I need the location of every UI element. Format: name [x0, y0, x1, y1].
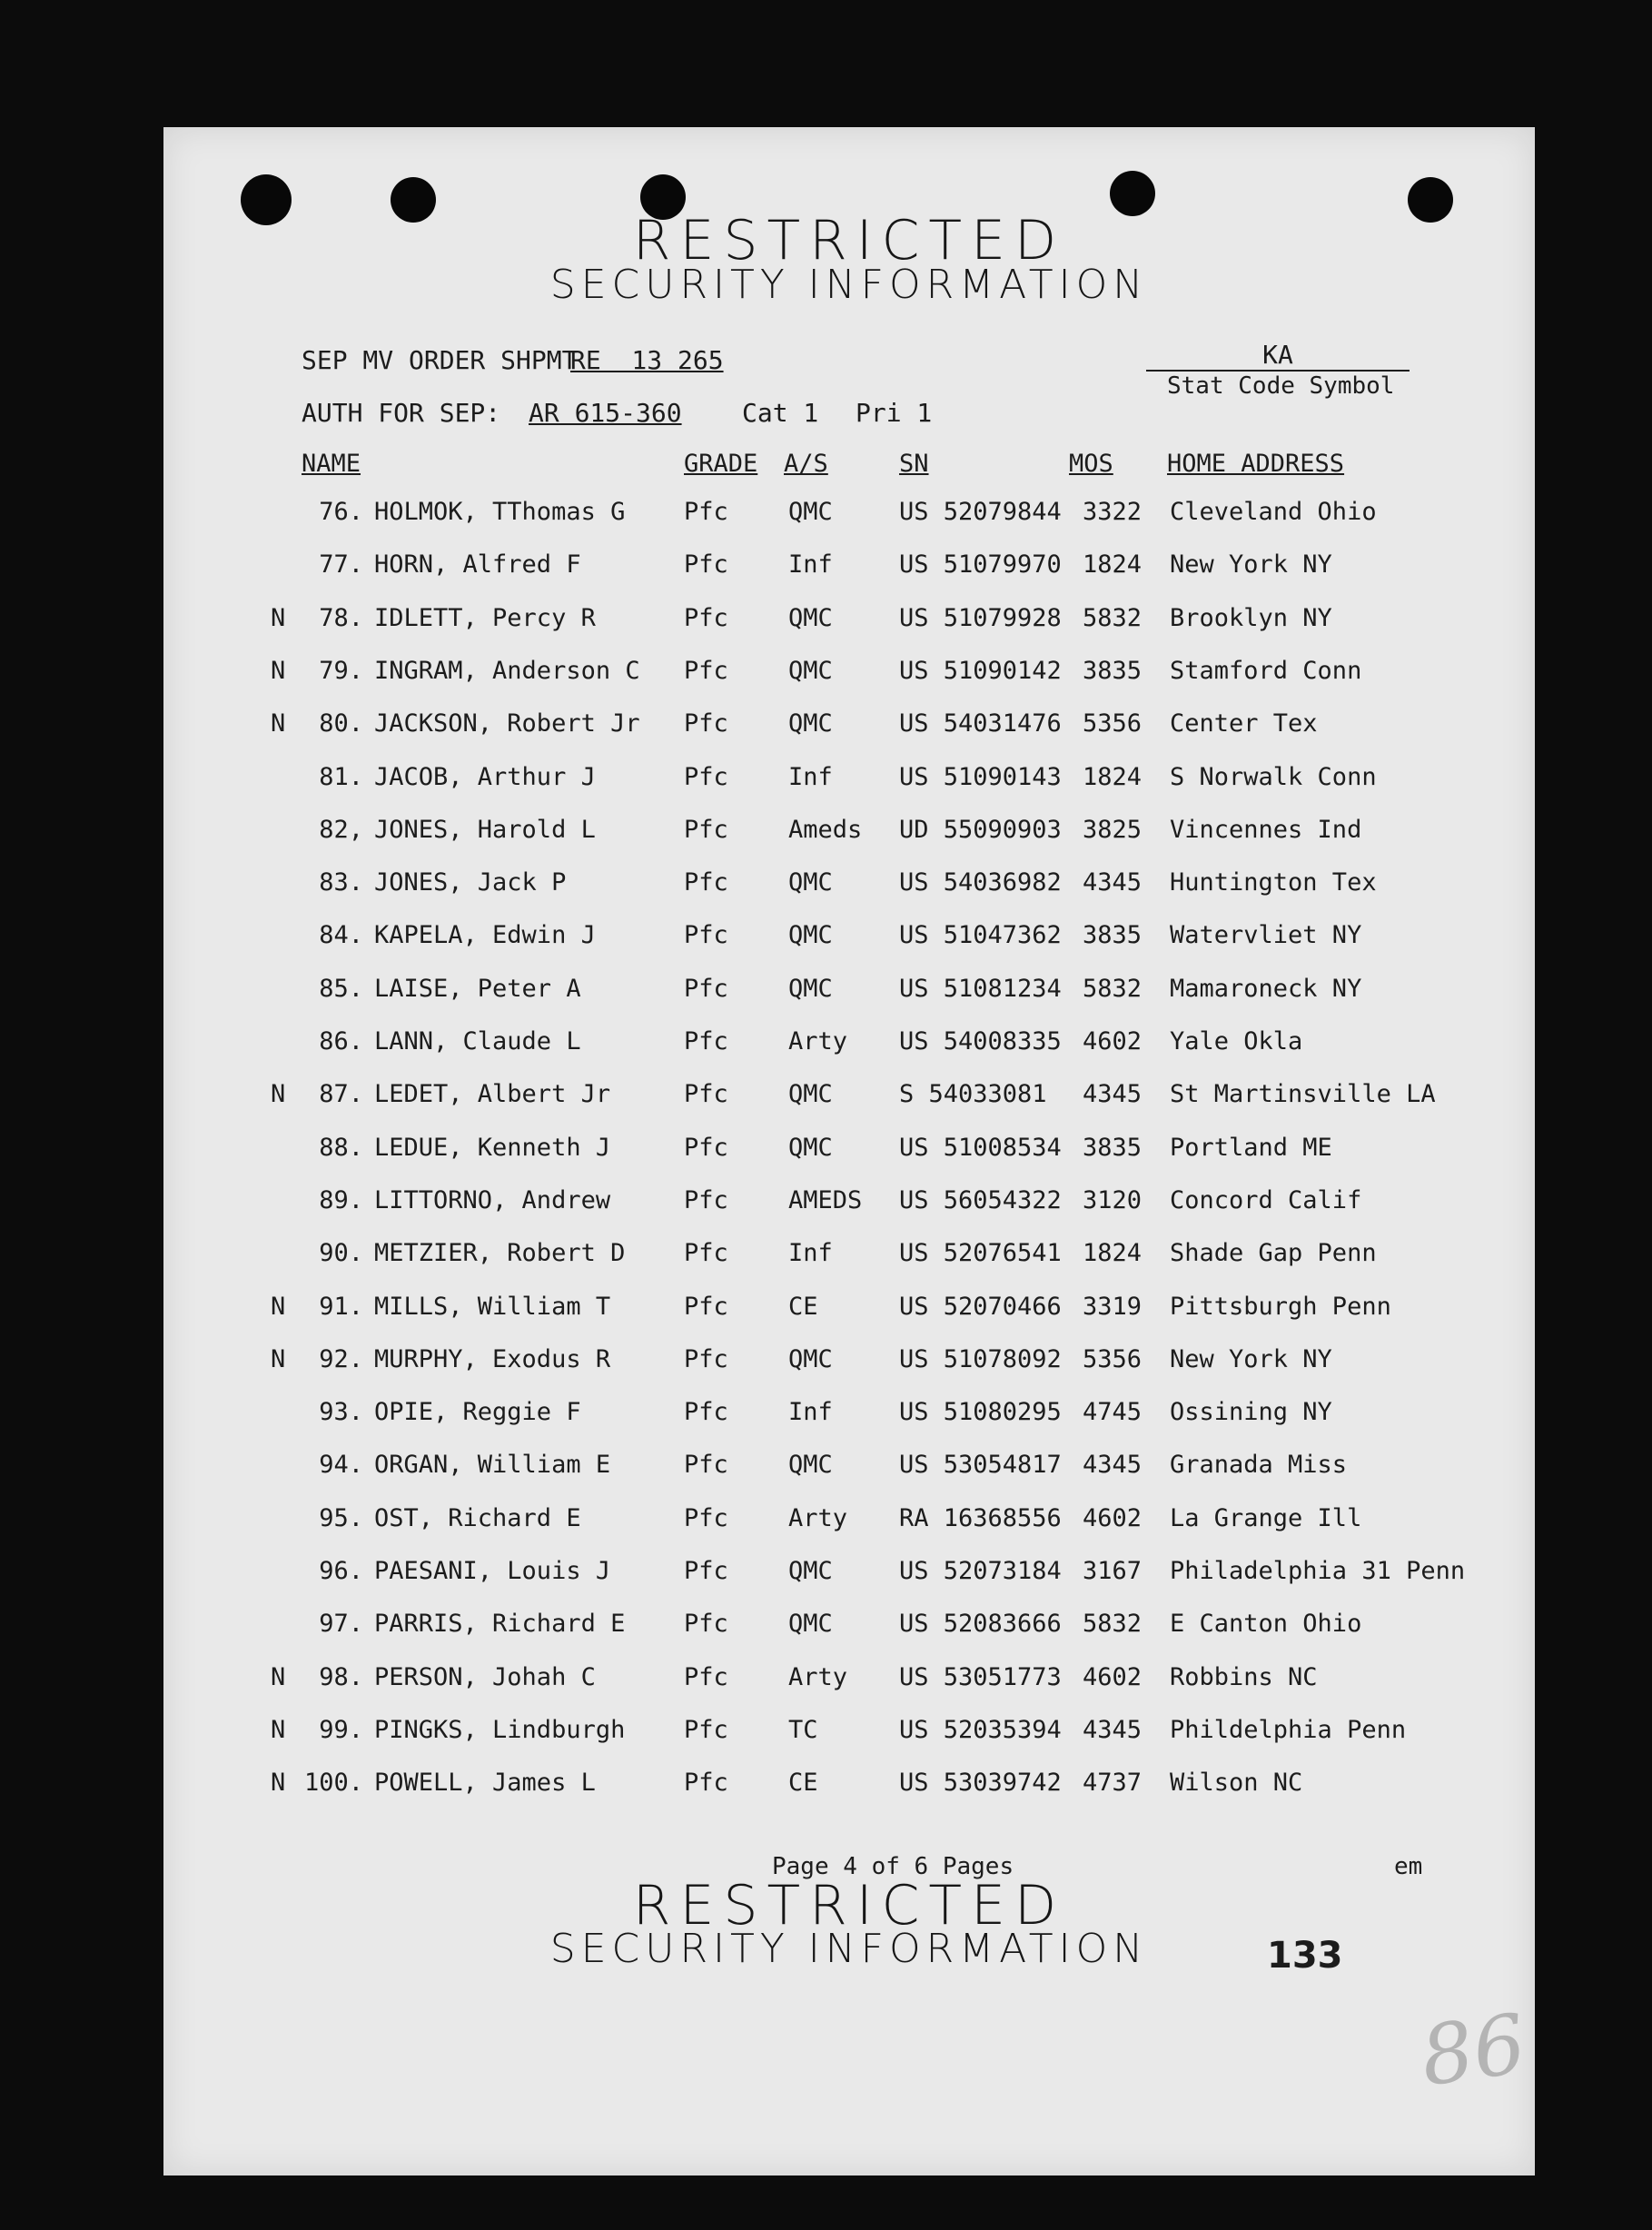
table-row — [163, 709, 1535, 746]
table-row — [163, 1239, 1535, 1275]
cell-grade: Pfc — [684, 656, 728, 685]
handwritten-page-number: 86 — [1415, 1996, 1532, 2106]
cell-num: 80. — [319, 709, 363, 738]
cell-grade: Pfc — [684, 1027, 728, 1056]
cell-grade: Pfc — [684, 1133, 728, 1162]
cell-as: Inf — [788, 762, 833, 791]
cell-num: 93. — [319, 1398, 363, 1427]
cell-grade: Pfc — [684, 1344, 728, 1373]
cell-as: TC — [788, 1715, 818, 1744]
cell-as: Inf — [788, 550, 833, 580]
cell-mos: 3120 — [1083, 1185, 1143, 1214]
table-row — [163, 1663, 1535, 1700]
table-row — [163, 1134, 1535, 1170]
cell-sn: RA 16368556 — [899, 1503, 1062, 1532]
table-row — [163, 1027, 1535, 1064]
cell-flag: N — [271, 1344, 286, 1373]
order-line-label: SEP MV ORDER SHPMT — [302, 345, 578, 375]
cell-home: Mamaroneck NY — [1170, 974, 1362, 1003]
cell-flag: N — [271, 1769, 286, 1798]
cell-name: MURPHY, Exodus R — [374, 1344, 611, 1373]
cell-home: La Grange Ill — [1170, 1503, 1362, 1532]
cell-num: 78. — [319, 603, 363, 632]
cell-name: OST, Richard E — [374, 1503, 581, 1532]
cell-grade: Pfc — [684, 1185, 728, 1214]
cell-home: Huntington Tex — [1170, 868, 1377, 897]
cell-name: PARRIS, Richard E — [374, 1610, 626, 1639]
cell-num: 89. — [319, 1185, 363, 1214]
cell-num: 91. — [319, 1292, 363, 1321]
cell-sn: S 54033081 — [899, 1080, 1047, 1109]
cell-name: LEDET, Albert Jr — [374, 1080, 611, 1109]
cell-grade: Pfc — [684, 921, 728, 950]
cell-mos: 4745 — [1083, 1398, 1143, 1427]
cell-home: E Canton Ohio — [1170, 1610, 1362, 1639]
cell-grade: Pfc — [684, 1080, 728, 1109]
cell-as: CE — [788, 1292, 818, 1321]
cell-as: QMC — [788, 656, 833, 685]
cell-name: IDLETT, Percy R — [374, 603, 596, 632]
cell-name: JACOB, Arthur J — [374, 762, 596, 791]
table-row — [163, 868, 1535, 905]
cell-mos: 3319 — [1083, 1292, 1143, 1321]
cell-name: PERSON, Johah C — [374, 1662, 596, 1691]
cell-mos: 5832 — [1083, 603, 1143, 632]
cell-home: Concord Calif — [1170, 1185, 1362, 1214]
cell-home: Phildelphia Penn — [1170, 1715, 1407, 1744]
cell-home: New York NY — [1170, 1344, 1332, 1373]
cell-home: Portland ME — [1170, 1133, 1332, 1162]
cell-as: QMC — [788, 1344, 833, 1373]
auth-label: AUTH FOR SEP: — [302, 398, 501, 428]
cell-grade: Pfc — [684, 1503, 728, 1532]
cell-sn: US 51080295 — [899, 1398, 1062, 1427]
cell-as: QMC — [788, 974, 833, 1003]
cell-grade: Pfc — [684, 498, 728, 526]
cell-as: Inf — [788, 1239, 833, 1268]
cell-home: Stamford Conn — [1170, 656, 1362, 685]
cell-sn: US 51079928 — [899, 603, 1062, 632]
cell-mos: 1824 — [1083, 1239, 1143, 1268]
cell-flag: N — [271, 709, 286, 738]
cell-sn: US 51090143 — [899, 762, 1062, 791]
col-header-as: A/S — [784, 450, 828, 478]
cell-home: Robbins NC — [1170, 1662, 1318, 1691]
cell-mos: 5356 — [1083, 709, 1143, 738]
cell-grade: Pfc — [684, 1715, 728, 1744]
cell-as: QMC — [788, 1080, 833, 1109]
cell-mos: 3167 — [1083, 1557, 1143, 1585]
order-line-value: RE 13 265 — [570, 345, 724, 375]
cell-name: PAESANI, Louis J — [374, 1557, 611, 1585]
cell-flag: N — [271, 1080, 286, 1109]
table-row — [163, 1769, 1535, 1805]
cell-sn: US 52073184 — [899, 1557, 1062, 1585]
cell-num: 94. — [319, 1451, 363, 1480]
restricted-stamp-bottom: RESTRICTED — [632, 1874, 1066, 1938]
cell-mos: 3835 — [1083, 921, 1143, 950]
cell-home: Center Tex — [1170, 709, 1318, 738]
cell-num: 84. — [319, 921, 363, 950]
cell-sn: US 51008534 — [899, 1133, 1062, 1162]
cell-name: POWELL, James L — [374, 1769, 596, 1798]
cell-grade: Pfc — [684, 1292, 728, 1321]
table-row — [163, 1186, 1535, 1223]
stat-code-label: Stat Code Symbol — [1167, 372, 1395, 400]
cell-as: QMC — [788, 1610, 833, 1639]
cell-sn: US 54036982 — [899, 868, 1062, 897]
cell-sn: US 51090142 — [899, 656, 1062, 685]
security-information-stamp-top: SECURITY INFORMATION — [549, 262, 1149, 308]
cell-num: 100. — [303, 1769, 363, 1798]
cell-sn: US 52083666 — [899, 1610, 1062, 1639]
cell-num: 81. — [319, 762, 363, 791]
cell-home: Vincennes Ind — [1170, 815, 1362, 844]
cell-num: 92. — [319, 1344, 363, 1373]
cell-as: QMC — [788, 1133, 833, 1162]
cell-grade: Pfc — [684, 1662, 728, 1691]
cell-num: 96. — [319, 1557, 363, 1585]
cell-mos: 3835 — [1083, 656, 1143, 685]
cell-sn: US 52076541 — [899, 1239, 1062, 1268]
cell-as: QMC — [788, 868, 833, 897]
cell-name: LANN, Claude L — [374, 1027, 581, 1056]
cell-as: Arty — [788, 1503, 848, 1532]
table-row — [163, 1610, 1535, 1646]
cell-mos: 4602 — [1083, 1503, 1143, 1532]
cell-grade: Pfc — [684, 1451, 728, 1480]
cell-grade: Pfc — [684, 603, 728, 632]
cell-mos: 3825 — [1083, 815, 1143, 844]
category: Cat 1 — [742, 398, 819, 428]
cell-flag: N — [271, 1292, 286, 1321]
table-row — [163, 975, 1535, 1011]
cell-sn: UD 55090903 — [899, 815, 1062, 844]
cell-mos: 5832 — [1083, 1610, 1143, 1639]
cell-sn: US 56054322 — [899, 1185, 1062, 1214]
table-row — [163, 604, 1535, 640]
page-indicator: Page 4 of 6 Pages — [772, 1853, 1014, 1880]
cell-flag: N — [271, 1662, 286, 1691]
cell-sn: US 52079844 — [899, 498, 1062, 526]
cell-name: ORGAN, William E — [374, 1451, 611, 1480]
cell-grade: Pfc — [684, 1239, 728, 1268]
cell-grade: Pfc — [684, 709, 728, 738]
cell-sn: US 51079970 — [899, 550, 1062, 580]
cell-name: MILLS, William T — [374, 1292, 611, 1321]
table-row — [163, 1451, 1535, 1487]
cell-name: KAPELA, Edwin J — [374, 921, 596, 950]
table-row — [163, 1080, 1535, 1116]
cell-home: Brooklyn NY — [1170, 603, 1332, 632]
cell-name: METZIER, Robert D — [374, 1239, 626, 1268]
cell-flag: N — [271, 1715, 286, 1744]
cell-as: QMC — [788, 921, 833, 950]
cell-sn: US 52070466 — [899, 1292, 1062, 1321]
table-row — [163, 657, 1535, 693]
cell-as: QMC — [788, 1557, 833, 1585]
cell-flag: N — [271, 603, 286, 632]
cell-num: 79. — [319, 656, 363, 685]
cell-sn: US 51078092 — [899, 1344, 1062, 1373]
cell-as: Arty — [788, 1027, 848, 1056]
cell-sn: US 53039742 — [899, 1769, 1062, 1798]
cell-home: Yale Okla — [1170, 1027, 1303, 1056]
document-page — [163, 127, 1535, 2175]
cell-as: QMC — [788, 603, 833, 632]
cell-flag: N — [271, 656, 286, 685]
cell-as: QMC — [788, 1451, 833, 1480]
cell-sn: US 54031476 — [899, 709, 1062, 738]
typist-initials: em — [1394, 1853, 1423, 1880]
cell-sn: US 51081234 — [899, 974, 1062, 1003]
cell-home: Ossining NY — [1170, 1398, 1332, 1427]
cell-sn: US 51047362 — [899, 921, 1062, 950]
cell-num: 83. — [319, 868, 363, 897]
cell-home: St Martinsville LA — [1170, 1080, 1436, 1109]
cell-num: 82, — [319, 815, 363, 844]
col-header-mos: MOS — [1069, 450, 1113, 478]
table-row — [163, 816, 1535, 852]
punch-hole — [1110, 171, 1155, 216]
cell-sn: US 52035394 — [899, 1715, 1062, 1744]
cell-grade: Pfc — [684, 762, 728, 791]
table-row — [163, 1557, 1535, 1593]
cell-as: CE — [788, 1769, 818, 1798]
cell-sn: US 53051773 — [899, 1662, 1062, 1691]
cell-name: INGRAM, Anderson C — [374, 656, 640, 685]
cell-num: 77. — [319, 550, 363, 580]
cell-name: LITTORNO, Andrew — [374, 1185, 611, 1214]
cell-num: 87. — [319, 1080, 363, 1109]
stat-code-value: KA — [1146, 341, 1410, 372]
table-row — [163, 1504, 1535, 1541]
cell-as: Inf — [788, 1398, 833, 1427]
cell-mos: 4602 — [1083, 1662, 1143, 1691]
cell-as: AMEDS — [788, 1185, 863, 1214]
table-row — [163, 1293, 1535, 1329]
col-header-grade: GRADE — [684, 450, 758, 478]
cell-name: LAISE, Peter A — [374, 974, 581, 1003]
cell-home: Wilson NC — [1170, 1769, 1303, 1798]
cell-mos: 4345 — [1083, 1080, 1143, 1109]
table-row — [163, 1716, 1535, 1752]
cell-home: Cleveland Ohio — [1170, 498, 1377, 526]
cell-grade: Pfc — [684, 974, 728, 1003]
cell-name: OPIE, Reggie F — [374, 1398, 581, 1427]
cell-num: 98. — [319, 1662, 363, 1691]
cell-home: New York NY — [1170, 550, 1332, 580]
table-row — [163, 1398, 1535, 1434]
cell-mos: 4602 — [1083, 1027, 1143, 1056]
cell-name: PINGKS, Lindburgh — [374, 1715, 626, 1744]
cell-as: Arty — [788, 1662, 848, 1691]
cell-grade: Pfc — [684, 1557, 728, 1585]
cell-num: 86. — [319, 1027, 363, 1056]
table-row — [163, 763, 1535, 799]
table-row — [163, 921, 1535, 957]
cell-mos: 4737 — [1083, 1769, 1143, 1798]
table-row — [163, 498, 1535, 534]
cell-home: Pittsburgh Penn — [1170, 1292, 1391, 1321]
cell-name: LEDUE, Kenneth J — [374, 1133, 611, 1162]
cell-name: JACKSON, Robert Jr — [374, 709, 640, 738]
cell-mos: 4345 — [1083, 1451, 1143, 1480]
priority: Pri 1 — [856, 398, 933, 428]
cell-mos: 1824 — [1083, 762, 1143, 791]
cell-as: Ameds — [788, 815, 863, 844]
cell-mos: 4345 — [1083, 1715, 1143, 1744]
cell-mos: 5356 — [1083, 1344, 1143, 1373]
cell-num: 99. — [319, 1715, 363, 1744]
cell-as: QMC — [788, 498, 833, 526]
cell-sn: US 54008335 — [899, 1027, 1062, 1056]
table-row — [163, 1345, 1535, 1382]
table-row — [163, 550, 1535, 587]
cell-mos: 1824 — [1083, 550, 1143, 580]
cell-num: 90. — [319, 1239, 363, 1268]
restricted-stamp-top: RESTRICTED — [632, 209, 1066, 273]
cell-home: Philadelphia 31 Penn — [1170, 1557, 1466, 1585]
cell-grade: Pfc — [684, 815, 728, 844]
cell-num: 95. — [319, 1503, 363, 1532]
security-information-stamp-bottom: SECURITY INFORMATION — [549, 1926, 1149, 1972]
cell-mos: 3835 — [1083, 1133, 1143, 1162]
cell-grade: Pfc — [684, 868, 728, 897]
cell-as: QMC — [788, 709, 833, 738]
stamp-number: 133 — [1267, 1935, 1343, 1977]
cell-num: 97. — [319, 1610, 363, 1639]
cell-grade: Pfc — [684, 1398, 728, 1427]
cell-home: Watervliet NY — [1170, 921, 1362, 950]
cell-name: HOLMOK, TThomas G — [374, 498, 626, 526]
cell-grade: Pfc — [684, 1769, 728, 1798]
cell-grade: Pfc — [684, 1610, 728, 1639]
cell-grade: Pfc — [684, 550, 728, 580]
cell-name: JONES, Jack P — [374, 868, 567, 897]
cell-name: HORN, Alfred F — [374, 550, 581, 580]
col-header-home: HOME ADDRESS — [1167, 450, 1345, 478]
col-header-name: NAME — [302, 450, 361, 478]
cell-mos: 5832 — [1083, 974, 1143, 1003]
cell-mos: 4345 — [1083, 868, 1143, 897]
cell-num: 85. — [319, 974, 363, 1003]
cell-num: 76. — [319, 498, 363, 526]
cell-name: JONES, Harold L — [374, 815, 596, 844]
cell-sn: US 53054817 — [899, 1451, 1062, 1480]
auth-value: AR 615-360 — [529, 398, 682, 428]
col-header-sn: SN — [899, 450, 929, 478]
cell-home: Shade Gap Penn — [1170, 1239, 1377, 1268]
cell-mos: 3322 — [1083, 498, 1143, 526]
cell-home: S Norwalk Conn — [1170, 762, 1377, 791]
cell-home: Granada Miss — [1170, 1451, 1348, 1480]
cell-num: 88. — [319, 1133, 363, 1162]
